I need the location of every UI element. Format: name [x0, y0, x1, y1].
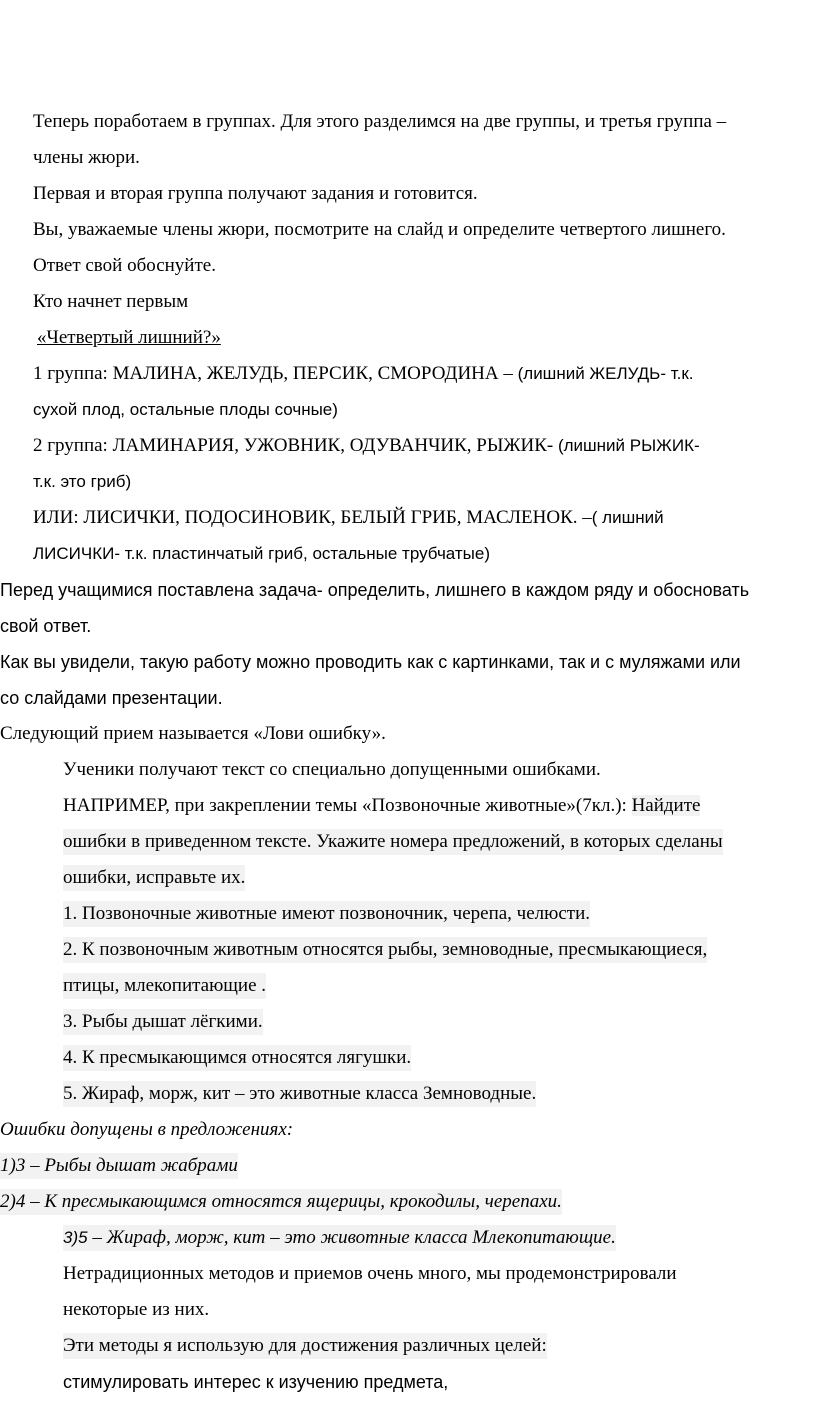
sentence-4: 4. К пресмыкающимся относятся лягушки. [63, 1045, 411, 1071]
alt-answer-cont: ЛИСИЧКИ- т.к. пластинчатый гриб, остальные трубчатые) [33, 544, 490, 563]
sentence-2-cont: птицы, млекопитающие . [63, 973, 266, 999]
paragraph-students-receive: Ученики получают текст со специально допущенными ошибками. [63, 759, 601, 780]
alt-items: ИЛИ: ЛИСИЧКИ, ПОДОСИНОВИК, БЕЛЫЙ ГРИБ, МАСЛЕНОК. – [33, 507, 592, 528]
alt-task [33, 505, 664, 531]
example-task-start: Найдите [631, 795, 701, 816]
group1-task [33, 361, 694, 387]
paragraph-task-set: Перед учащимися поставлена задача- определить, лишнего в каждом ряду и обосновать [0, 580, 750, 600]
paragraph-methods-many: Нетрадиционных методов и приемов очень много, мы продемонстрировали [63, 1263, 677, 1284]
paragraph-jury-instruction-cont: Ответ свой обоснуйте. [33, 255, 216, 276]
paragraph-catch-error: Следующий прием называется «Лови ошибку». [0, 723, 386, 744]
error-answer-3 [63, 1225, 616, 1251]
group2-answer: (лишний РЫЖИК- [557, 436, 700, 455]
group1-items: 1 группа: МАЛИНА, ЖЕЛУДЬ, ПЕРСИК, СМОРОДИНА – [33, 363, 518, 384]
group2-task [33, 433, 700, 459]
paragraph-jury-instruction: Вы, уважаемые члены жюри, посмотрите на слайд и определите четвертого лишнего. [33, 219, 726, 240]
error-answer-3-number: 3)5 [63, 1228, 88, 1247]
alt-answer: ( лишний [591, 508, 664, 527]
paragraph-task-set-cont: свой ответ. [0, 616, 92, 636]
example-intro: НАПРИМЕР, при закреплении темы «Позвоночные животные»(7кл.): [63, 795, 632, 816]
group2-answer-cont: т.к. это гриб) [33, 472, 132, 491]
paragraph-groups-intro-cont: члены жюри. [33, 147, 140, 168]
sentence-2: 2. К позвоночным животным относятся рыбы, земноводные, пресмыкающиеся, [63, 937, 707, 963]
error-answer-2: 2)4 – К пресмыкающимся относятся ящерицы, крокодилы, черепахи. [0, 1189, 562, 1215]
paragraph-groups-intro: Теперь поработаем в группах. Для этого разделимся на две группы, и третья группа – [33, 111, 727, 132]
goal-item-interest: стимулировать интерес к изучению предмета, [63, 1372, 449, 1392]
errors-heading: Ошибки допущены в предложениях: [0, 1119, 294, 1140]
example-task-cont: ошибки в приведенном тексте. Укажите номера предложений, в которых сделаны [63, 829, 723, 855]
paragraph-example [63, 793, 700, 819]
paragraph-work-methods-cont: со слайдами презентации. [0, 688, 223, 708]
sentence-3: 3. Рыбы дышат лёгкими. [63, 1009, 263, 1035]
paragraph-first-second-group: Первая и вторая группа получают задания и готовится. [33, 183, 478, 204]
game-title-fourth-extra: «Четвертый лишний?» [37, 327, 221, 348]
group2-items: 2 группа: ЛАМИНАРИЯ, УЖОВНИК, ОДУВАНЧИК, РЫЖИК- [33, 435, 558, 456]
sentence-1: 1. Позвоночные животные имеют позвоночник, черепа, челюсти. [63, 901, 590, 927]
group1-answer-cont: сухой плод, остальные плоды сочные) [33, 400, 338, 419]
error-answer-3-text: – Жираф, морж, кит – это животные класса Млекопитающие. [87, 1227, 616, 1248]
error-answer-1: 1)3 – Рыбы дышат жабрами [0, 1153, 238, 1179]
paragraph-goals: Эти методы я использую для достижения различных целей: [63, 1333, 547, 1359]
example-task-end: ошибки, исправьте их. [63, 865, 245, 891]
group1-answer: (лишний ЖЕЛУДЬ- т.к. [517, 364, 694, 383]
paragraph-methods-many-cont: некоторые из них. [63, 1299, 210, 1320]
sentence-5: 5. Жираф, морж, кит – это животные класса Земноводные. [63, 1081, 536, 1107]
paragraph-who-starts: Кто начнет первым [33, 291, 189, 312]
paragraph-work-methods: Как вы увидели, такую работу можно проводить как с картинками, так и с муляжами или [0, 652, 741, 672]
